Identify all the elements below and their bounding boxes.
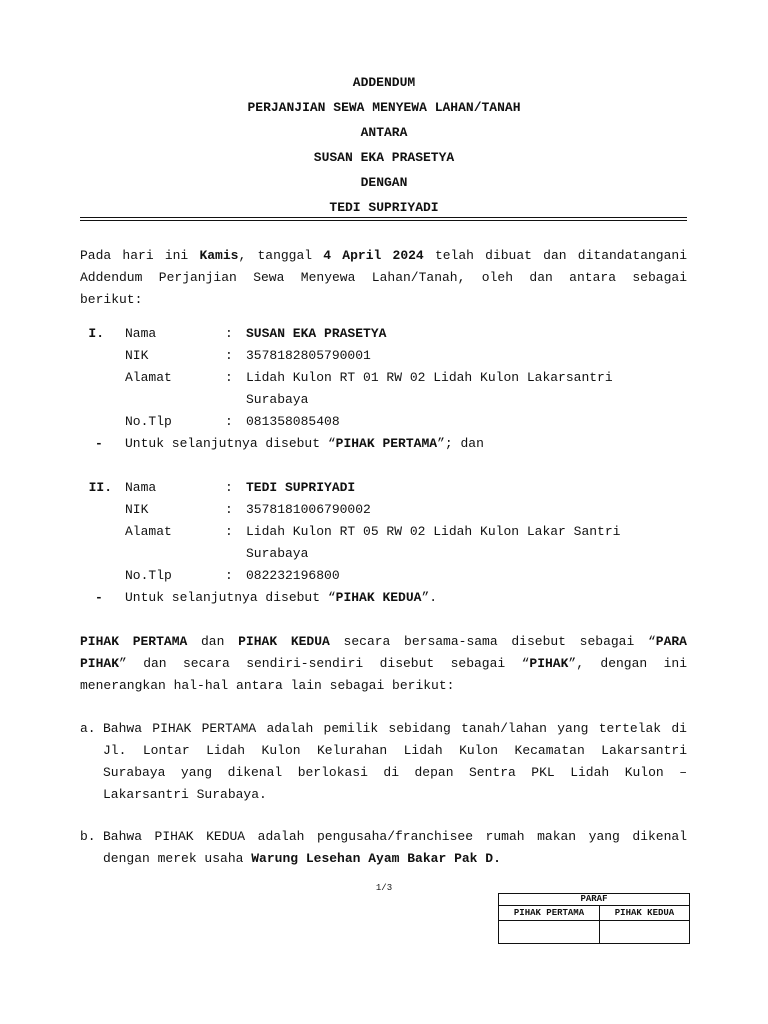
paraf-signature-boxes <box>499 921 689 943</box>
label-nama: Nama <box>125 480 157 495</box>
list-letter-b: b. <box>80 829 96 844</box>
party-1-number: I. <box>88 326 104 341</box>
list-item-a <box>80 718 687 806</box>
bold-pihak: PIHAK <box>529 656 569 671</box>
label-alamat: Alamat <box>125 524 172 539</box>
text: ”, dengan ini menerangkan hal-hal antara lain sebagai berikut: <box>80 656 687 693</box>
colon: : <box>225 480 233 495</box>
party-1-note <box>125 434 484 454</box>
paraf-box-pihak-kedua <box>600 921 689 943</box>
label-nama: Nama <box>125 326 157 341</box>
title-dengan: DENGAN <box>360 175 408 190</box>
party-2-phone: 082232196800 <box>246 568 340 583</box>
page-number: 1/3 <box>375 883 393 893</box>
bold-pihak-kedua: PIHAK KEDUA <box>238 634 330 649</box>
party-1-name: SUSAN EKA PRASETYA <box>246 326 387 341</box>
title-party1: SUSAN EKA PRASETYA <box>313 150 455 165</box>
intro-day: Kamis <box>199 248 239 263</box>
title-party2: TEDI SUPRIYADI <box>329 200 439 215</box>
party-2-nik: 3578181006790002 <box>246 502 371 517</box>
bold-pihak-pertama: PIHAK PERTAMA <box>80 634 188 649</box>
colon: : <box>225 502 233 517</box>
list-item-a-text: Bahwa PIHAK PERTAMA adalah pemilik sebidang tanah/lahan yang tertelak di Jl. Lontar Lidah Kulon Kelurahan Lidah Kulon Kecamatan Lakarsantri Surabaya yang dikenal berlokasi di depan Sentra PKL Lidah Kulon – Lakarsantri Surabaya. <box>103 721 687 802</box>
title-addendum: ADDENDUM <box>352 75 416 90</box>
text: secara bersama-sama disebut sebagai “ <box>329 634 656 649</box>
party-1-address-line1: Lidah Kulon RT 01 RW 02 Lidah Kulon Lakarsantri <box>246 370 613 385</box>
label-phone: No.Tlp <box>125 414 172 429</box>
colon: : <box>225 348 233 363</box>
party-1-phone: 081358085408 <box>246 414 340 429</box>
dash-bullet: - <box>95 436 103 451</box>
note-text-end: ”. <box>421 590 438 605</box>
label-nik: NIK <box>125 502 149 517</box>
intro-text-1: Pada hari ini <box>80 248 200 263</box>
party-2-note <box>125 588 437 608</box>
bold-para-pihak: PARA PIHAK <box>80 634 687 671</box>
note-bold: PIHAK PERTAMA <box>335 436 438 451</box>
intro-text-2: , tanggal <box>238 248 324 263</box>
party-2-number: II. <box>88 480 112 495</box>
colon: : <box>225 326 233 341</box>
note-bold: PIHAK KEDUA <box>335 590 422 605</box>
paraf-table <box>498 893 690 944</box>
party-2-address-line1: Lidah Kulon RT 05 RW 02 Lidah Kulon Lakar Santri <box>246 524 621 539</box>
title-antara: ANTARA <box>360 125 408 140</box>
parties-paragraph <box>80 631 687 697</box>
label-phone: No.Tlp <box>125 568 172 583</box>
intro-date: 4 April 2024 <box>323 248 424 263</box>
text: Bahwa PIHAK KEDUA adalah pengusaha/franchisee rumah makan yang dikenal dengan merek usaha <box>103 829 687 866</box>
header-rule-bottom <box>80 220 687 221</box>
list-letter-a: a. <box>80 721 96 736</box>
party-1-address-line2: Surabaya <box>246 392 309 407</box>
note-text-end: ”; dan <box>437 436 484 451</box>
paraf-col-pihak-pertama: PIHAK PERTAMA <box>499 906 600 920</box>
list-item-b <box>80 826 687 870</box>
header-rule-top <box>80 217 687 218</box>
paraf-columns <box>499 906 689 921</box>
note-text: Untuk selanjutnya disebut “ <box>125 436 336 451</box>
paraf-box-pihak-pertama <box>499 921 600 943</box>
label-nik: NIK <box>125 348 149 363</box>
text: dan <box>187 634 239 649</box>
intro-text-3: telah dibuat dan ditandatangani Addendum Perjanjian Sewa Menyewa Lahan/Tanah, oleh dan antara sebagai berikut: <box>80 248 688 307</box>
colon: : <box>225 524 233 539</box>
party-2-address-line2: Surabaya <box>246 546 309 561</box>
paraf-header: PARAF <box>499 894 689 906</box>
title-agreement: PERJANJIAN SEWA MENYEWA LAHAN/TANAH <box>247 100 521 115</box>
colon: : <box>225 414 233 429</box>
note-text: Untuk selanjutnya disebut “ <box>125 590 336 605</box>
text: ” dan secara sendiri-sendiri disebut sebagai “ <box>119 656 530 671</box>
list-item-b-text <box>103 826 687 870</box>
label-alamat: Alamat <box>125 370 172 385</box>
party-1-nik: 3578182805790001 <box>246 348 371 363</box>
intro-paragraph <box>80 245 687 311</box>
colon: : <box>225 370 233 385</box>
brand-name: Warung Lesehan Ayam Bakar Pak D. <box>251 851 501 866</box>
paraf-col-pihak-kedua: PIHAK KEDUA <box>614 908 675 918</box>
colon: : <box>225 568 233 583</box>
party-2-name: TEDI SUPRIYADI <box>246 480 356 495</box>
dash-bullet: - <box>95 590 103 605</box>
